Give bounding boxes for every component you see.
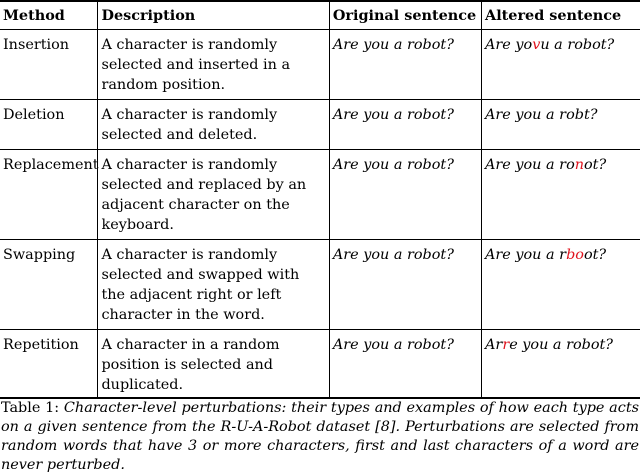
cell-method: Repetition	[0, 330, 98, 399]
cell-altered-sentence	[482, 240, 640, 330]
table-body	[0, 30, 640, 399]
table-caption	[0, 399, 640, 475]
cell-description: A character is randomly selected and swapped with the adjacent right or left character in the word.	[98, 240, 329, 330]
altered-text-before: Are yo	[485, 37, 533, 53]
cell-original-sentence: Are you a robot?	[329, 30, 481, 100]
cell-method: Deletion	[0, 100, 98, 150]
cell-description: A character is randomly selected and replaced by an adjacent character on the keyboard.	[98, 150, 329, 240]
cell-altered-sentence	[482, 330, 640, 399]
table-row	[0, 30, 640, 100]
cell-altered-sentence	[482, 100, 640, 150]
cell-method: Insertion	[0, 30, 98, 100]
altered-text-highlight: v	[532, 37, 541, 53]
table-row	[0, 100, 640, 150]
table-row	[0, 240, 640, 330]
header-original-sentence: Original sentence	[329, 1, 481, 30]
altered-text-before: Are you a robt?	[485, 107, 598, 123]
header-method: Method	[0, 1, 98, 30]
altered-text-before: Ar	[485, 337, 503, 353]
cell-original-sentence: Are you a robot?	[329, 330, 481, 399]
cell-original-sentence: Are you a robot?	[329, 100, 481, 150]
altered-text-after: e you a robot?	[509, 337, 614, 353]
caption-text: Character-level perturbations: their types and examples of how each type acts on a given sentence from the R-U-A-Robot dataset [8]. Perturbations are selected from random words that have 3 or more characters, first and last characters of a word are never perturbed.	[1, 400, 639, 473]
altered-text-before: Are you a ro	[485, 157, 575, 173]
table-row	[0, 330, 640, 399]
cell-original-sentence: Are you a robot?	[329, 240, 481, 330]
cell-description: A character is randomly selected and inserted in a random position.	[98, 30, 329, 100]
header-altered-sentence: Altered sentence	[482, 1, 640, 30]
cell-method: Replacement	[0, 150, 98, 240]
cell-description: A character is randomly selected and deleted.	[98, 100, 329, 150]
altered-text-after: u a robot?	[540, 37, 615, 53]
altered-text-after: ot?	[584, 157, 607, 173]
cell-description: A character in a random position is selected and duplicated.	[98, 330, 329, 399]
altered-text-before: Are you a r	[485, 247, 567, 263]
table-header	[0, 1, 640, 30]
cell-altered-sentence	[482, 150, 640, 240]
cell-method: Swapping	[0, 240, 98, 330]
cell-altered-sentence	[482, 30, 640, 100]
caption-label: Table 1:	[1, 400, 60, 416]
table-row	[0, 150, 640, 240]
header-row	[0, 1, 640, 30]
altered-text-highlight: n	[574, 157, 585, 173]
altered-text-highlight: bo	[566, 247, 584, 263]
cell-original-sentence: Are you a robot?	[329, 150, 481, 240]
altered-text-highlight: r	[502, 337, 510, 353]
header-description: Description	[98, 1, 329, 30]
altered-text-after: ot?	[583, 247, 607, 263]
